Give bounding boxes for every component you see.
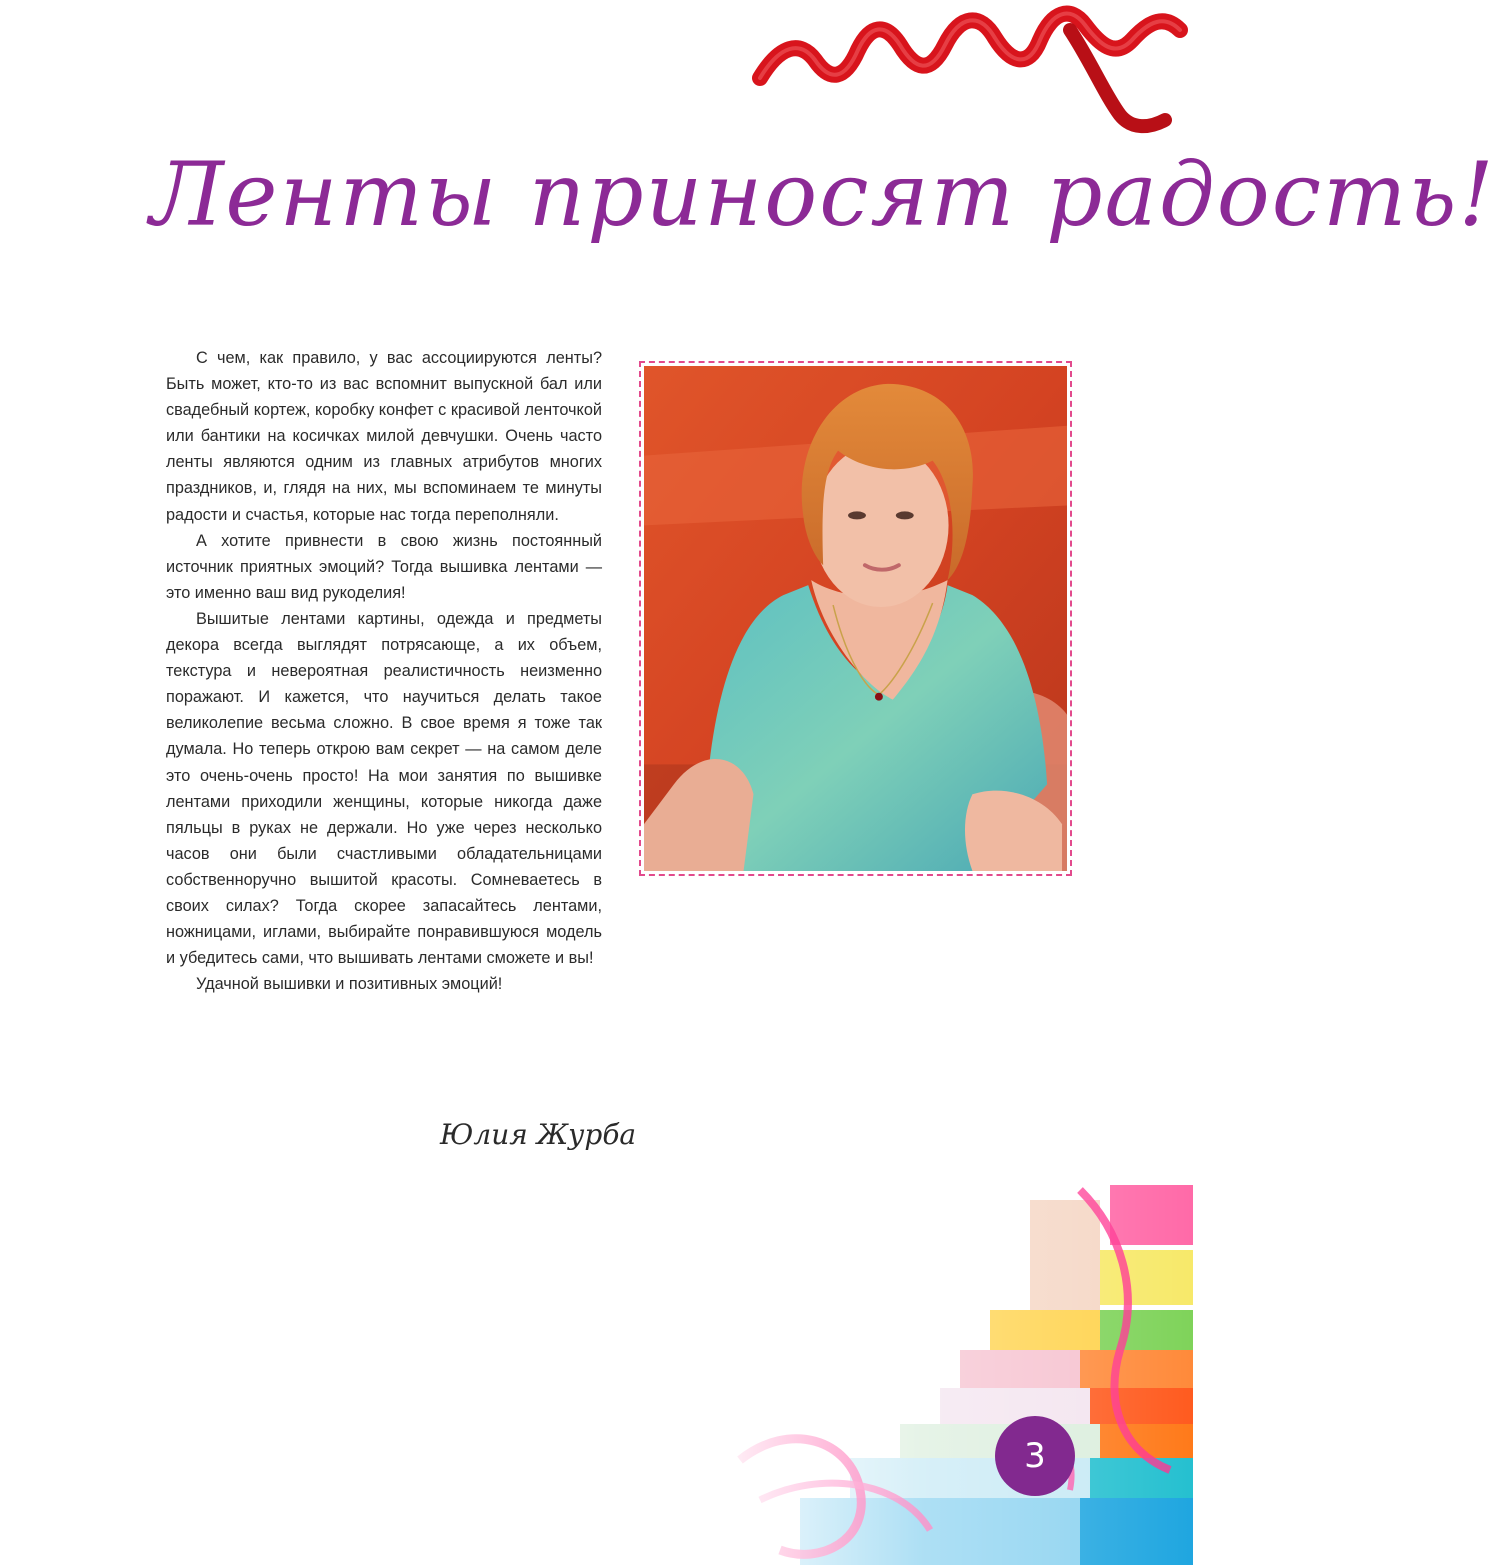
author-signature: Юлия Журба: [440, 1118, 637, 1151]
page-number-badge: 3: [995, 1416, 1075, 1496]
paragraph: С чем, как правило, у вас ассоциируются ленты? Быть может, кто-то из вас вспомнит выпускной бал или свадебный кортеж, коробку конфет с красивой ленточкой или бантики на косичках милой девчушки. Очень часто ленты являются одним из главных атрибутов многих праздников, и, глядя на них, мы вспоминаем те минуты радости и счастья, которые нас тогда переполняли.: [166, 349, 602, 524]
paragraph: Вышитые лентами картины, одежда и предметы декора всегда выглядят потрясающе, а их объем, текстура и невероятная реалистичность неизменно поражают. И кажется, что научиться делать такое великолепие весьма сложно. В свое время я тоже так думала. Но теперь открою вам секрет — на самом деле это очень-очень просто! На мои занятия по вышивке лентами приходили женщины, которые никогда даже пяльцы в руках не держали. Но уже через несколько часов они были счастливыми обладательницами собственноручно вышитой красоты. Сомневаетесь в своих силах? Тогда скорее запасайтесь лентами, ножницами, иглами, выбирайте понравившуюся модель и убедитесь сами, что вышивать лентами сможете и вы!: [166, 609, 602, 968]
page-title: Ленты приносят радость!: [150, 143, 1496, 246]
ribbon-spools-decoration: [700, 1170, 1193, 1565]
author-photo: [644, 366, 1067, 871]
paragraph: Удачной вышивки и позитивных эмоций!: [196, 975, 503, 994]
red-ribbon-decoration: [740, 0, 1193, 150]
author-photo-frame: [639, 361, 1072, 876]
paragraph: А хотите привнести в свою жизнь постоянный источник приятных эмоций? Тогда вышивка лентами — это именно ваш вид рукоделия!: [166, 531, 602, 602]
intro-text: [166, 345, 602, 997]
